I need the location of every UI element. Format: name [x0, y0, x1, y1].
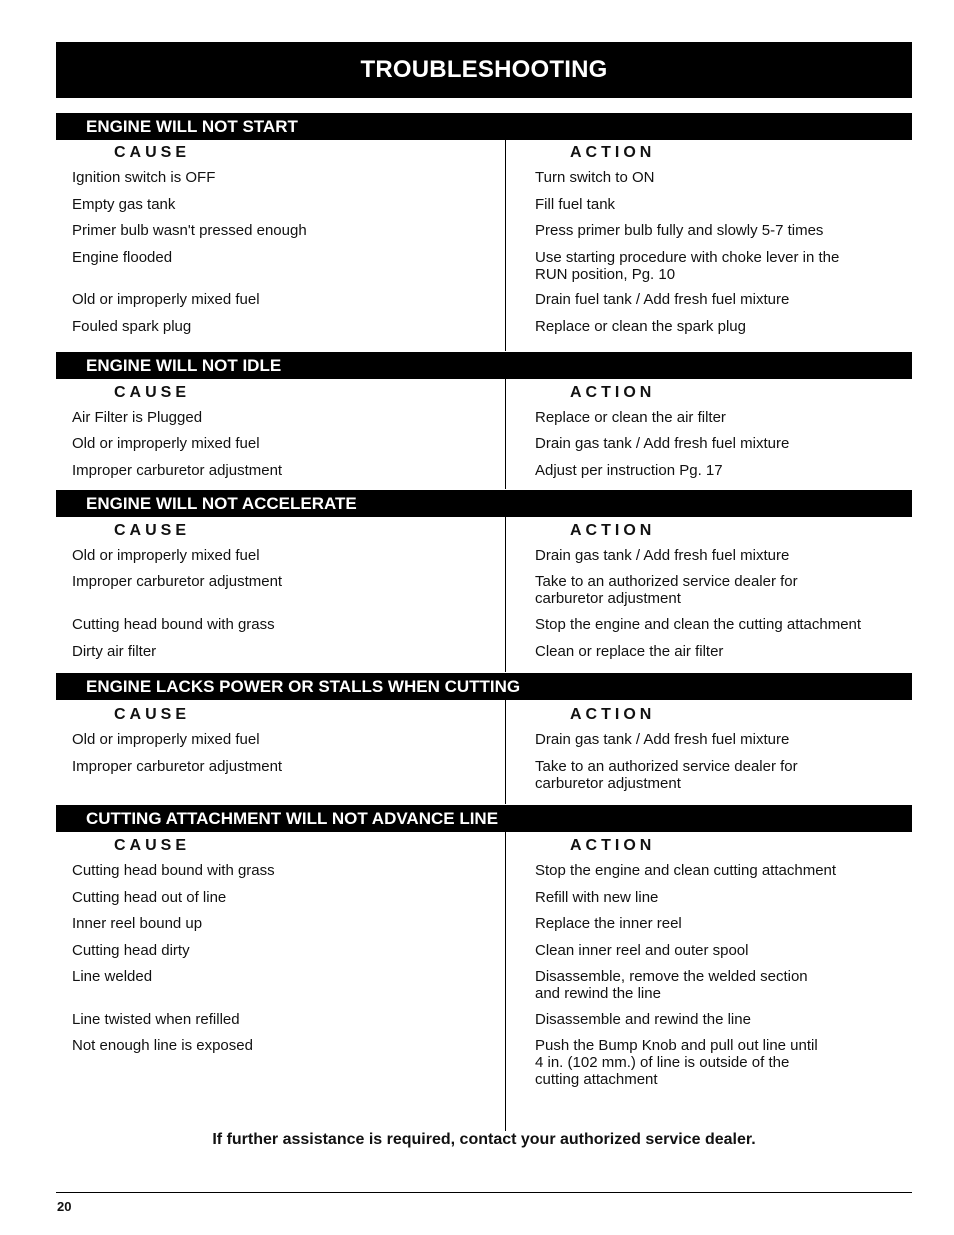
cause-text: Primer bulb wasn't pressed enough: [72, 222, 307, 239]
column-divider: [505, 832, 506, 1131]
action-column-header: ACTION: [570, 706, 656, 723]
cause-column-header: CAUSE: [114, 837, 191, 854]
action-text: Drain gas tank / Add fresh fuel mixture: [535, 731, 790, 748]
cause-text: Cutting head bound with grass: [72, 862, 275, 879]
cause-text: Empty gas tank: [72, 196, 176, 213]
cause-text: Engine flooded: [72, 249, 173, 266]
cause-column-header: CAUSE: [114, 144, 191, 161]
cause-text: Improper carburetor adjustment: [72, 462, 283, 479]
cause-column-header: CAUSE: [114, 384, 191, 401]
section-title: ENGINE LACKS POWER OR STALLS WHEN CUTTING: [86, 677, 521, 696]
action-column-header: ACTION: [570, 522, 656, 539]
column-divider: [505, 700, 506, 804]
section-header: [56, 113, 912, 140]
page-number: 20: [57, 1199, 72, 1214]
action-text: Refill with new line: [535, 889, 659, 906]
action-text: Clean or replace the air filter: [535, 643, 724, 660]
section-title: ENGINE WILL NOT IDLE: [86, 356, 282, 375]
cause-text: Improper carburetor adjustment: [72, 758, 283, 775]
cause-text: Inner reel bound up: [72, 915, 203, 932]
cause-text: Dirty air filter: [72, 643, 157, 660]
action-text: Press primer bulb fully and slowly 5-7 times: [535, 222, 824, 239]
cause-text: Not enough line is exposed: [72, 1037, 253, 1054]
action-column-header: ACTION: [570, 144, 656, 161]
action-text: Adjust per instruction Pg. 17: [535, 462, 723, 479]
cause-text: Ignition switch is OFF: [72, 169, 216, 186]
action-text: Disassemble and rewind the line: [535, 1011, 751, 1028]
action-text: Fill fuel tank: [535, 196, 616, 213]
action-text: Replace or clean the air filter: [535, 409, 726, 426]
cause-column-header: CAUSE: [114, 706, 191, 723]
column-divider: [505, 379, 506, 489]
cause-text: Line welded: [72, 968, 153, 985]
title-bar: [56, 42, 912, 98]
section-header: [56, 352, 912, 379]
cause-text: Cutting head bound with grass: [72, 616, 275, 633]
action-text: Push the Bump Knob and pull out line until 4 in. (102 mm.) of line is outside of the cutting attachment: [535, 1037, 818, 1088]
footer-note: If further assistance is required, contact your authorized service dealer.: [212, 1131, 756, 1148]
action-text: Turn switch to ON: [535, 169, 655, 186]
section-header: [56, 805, 912, 832]
action-text: Take to an authorized service dealer for carburetor adjustment: [535, 573, 798, 607]
cause-text: Improper carburetor adjustment: [72, 573, 283, 590]
action-column-header: ACTION: [570, 384, 656, 401]
action-text: Replace or clean the spark plug: [535, 318, 746, 335]
column-divider: [505, 517, 506, 672]
action-text: Use starting procedure with choke lever in the RUN position, Pg. 10: [535, 249, 840, 283]
cause-column-header: CAUSE: [114, 522, 191, 539]
action-text: Take to an authorized service dealer for carburetor adjustment: [535, 758, 798, 792]
cause-text: Old or improperly mixed fuel: [72, 435, 260, 452]
section-title: ENGINE WILL NOT START: [86, 117, 298, 136]
section-title: ENGINE WILL NOT ACCELERATE: [86, 494, 357, 513]
cause-text: Cutting head dirty: [72, 942, 190, 959]
action-text: Drain gas tank / Add fresh fuel mixture: [535, 547, 790, 564]
cause-text: Air Filter is Plugged: [72, 409, 203, 426]
cause-text: Fouled spark plug: [72, 318, 192, 335]
action-text: Stop the engine and clean cutting attachment: [535, 862, 837, 879]
action-text: Drain fuel tank / Add fresh fuel mixture: [535, 291, 790, 308]
section-header: [56, 490, 912, 517]
page-title: TROUBLESHOOTING: [360, 56, 608, 83]
action-text: Stop the engine and clean the cutting attachment: [535, 616, 862, 633]
cause-text: Cutting head out of line: [72, 889, 227, 906]
action-text: Disassemble, remove the welded section and rewind the line: [535, 968, 808, 1002]
action-text: Drain gas tank / Add fresh fuel mixture: [535, 435, 790, 452]
cause-text: Old or improperly mixed fuel: [72, 547, 260, 564]
cause-text: Old or improperly mixed fuel: [72, 731, 260, 748]
action-text: Clean inner reel and outer spool: [535, 942, 749, 959]
cause-text: Line twisted when refilled: [72, 1011, 240, 1028]
action-column-header: ACTION: [570, 837, 656, 854]
section-header: [56, 673, 912, 700]
footer-divider: [56, 1192, 912, 1193]
column-divider: [505, 140, 506, 351]
section-title: CUTTING ATTACHMENT WILL NOT ADVANCE LINE: [86, 809, 499, 828]
action-text: Replace the inner reel: [535, 915, 682, 932]
cause-text: Old or improperly mixed fuel: [72, 291, 260, 308]
